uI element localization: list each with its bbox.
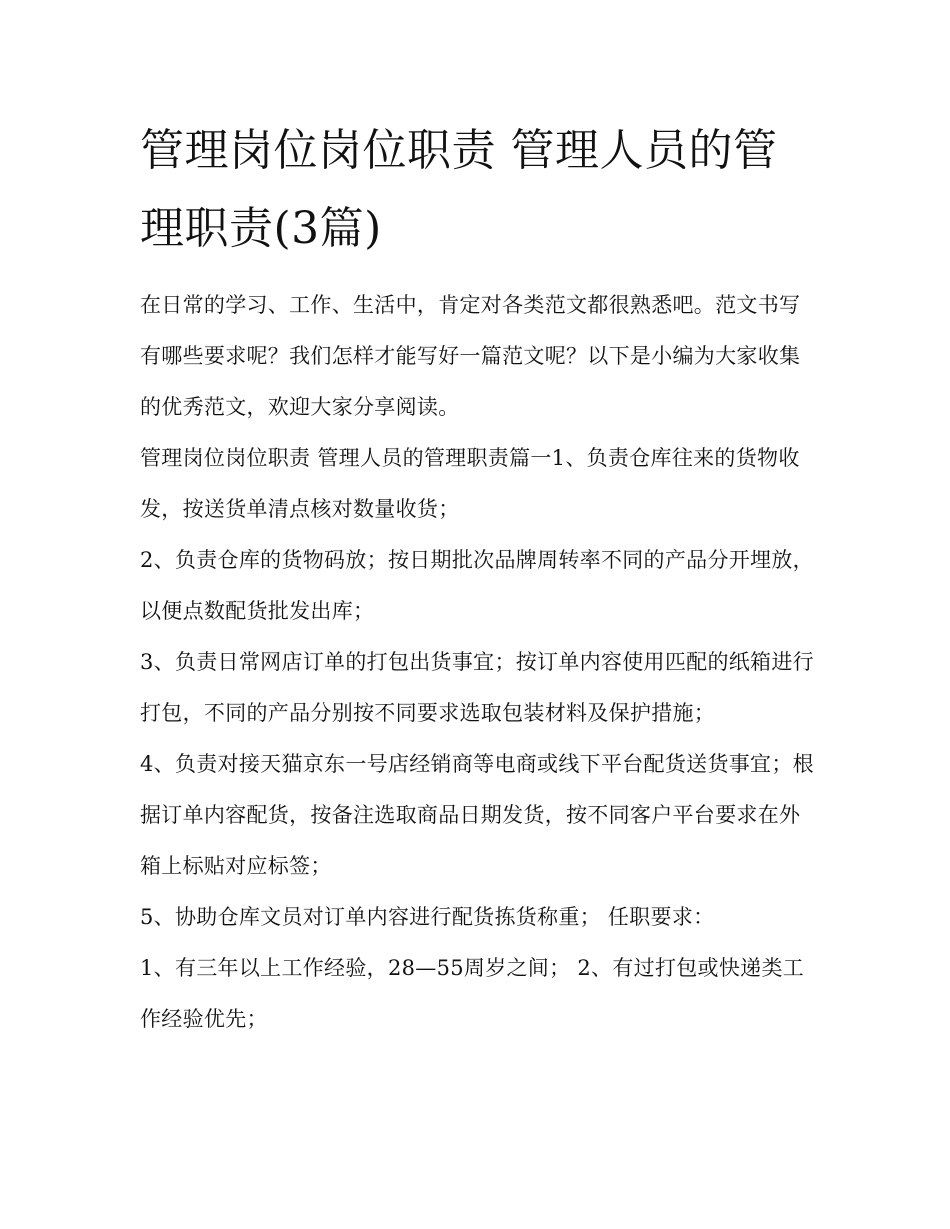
duty-paragraph-5: 5、协助仓库文员对订单内容进行配货拣货称重； 任职要求： [140,905,715,929]
duty-paragraph-4: 4、负责对接天猫京东一号店经销商等电商或线下平台配货送货事宜；根据订单内容配货，按备注选取商品日期发货，按不同客户平台要求在外箱上标贴对应标签； [140,752,814,878]
document-title: 管理岗位岗位职责 管理人员的管理职责(3篇) [140,125,778,254]
intro-paragraph: 在日常的学习、工作、生活中，肯定对各类范文都很熟悉吧。范文书写有哪些要求呢？我们怎样才能写好一篇范文呢？以下是小编为大家收集的优秀范文，欢迎大家分享阅读。 [140,293,801,419]
document-body [140,112,820,1045]
duty-paragraph-3: 3、负责日常网店订单的打包出货事宜；按订单内容使用匹配的纸箱进行打包，不同的产品分别按不同要求选取包装材料及保护措施； [140,650,814,725]
duty-paragraph-1: 管理岗位岗位职责 管理人员的管理职责篇一1、负责仓库往来的货物收发，按送货单清点核对数量收货； [140,446,800,521]
duty-paragraph-2: 2、负责仓库的货物码放；按日期批次品牌周转率不同的产品分开埋放，以便点数配货批发出库； [140,548,814,623]
requirement-paragraph: 1、有三年以上工作经验，28—55周岁之间； 2、有过打包或快递类工作经验优先； [140,956,805,1031]
